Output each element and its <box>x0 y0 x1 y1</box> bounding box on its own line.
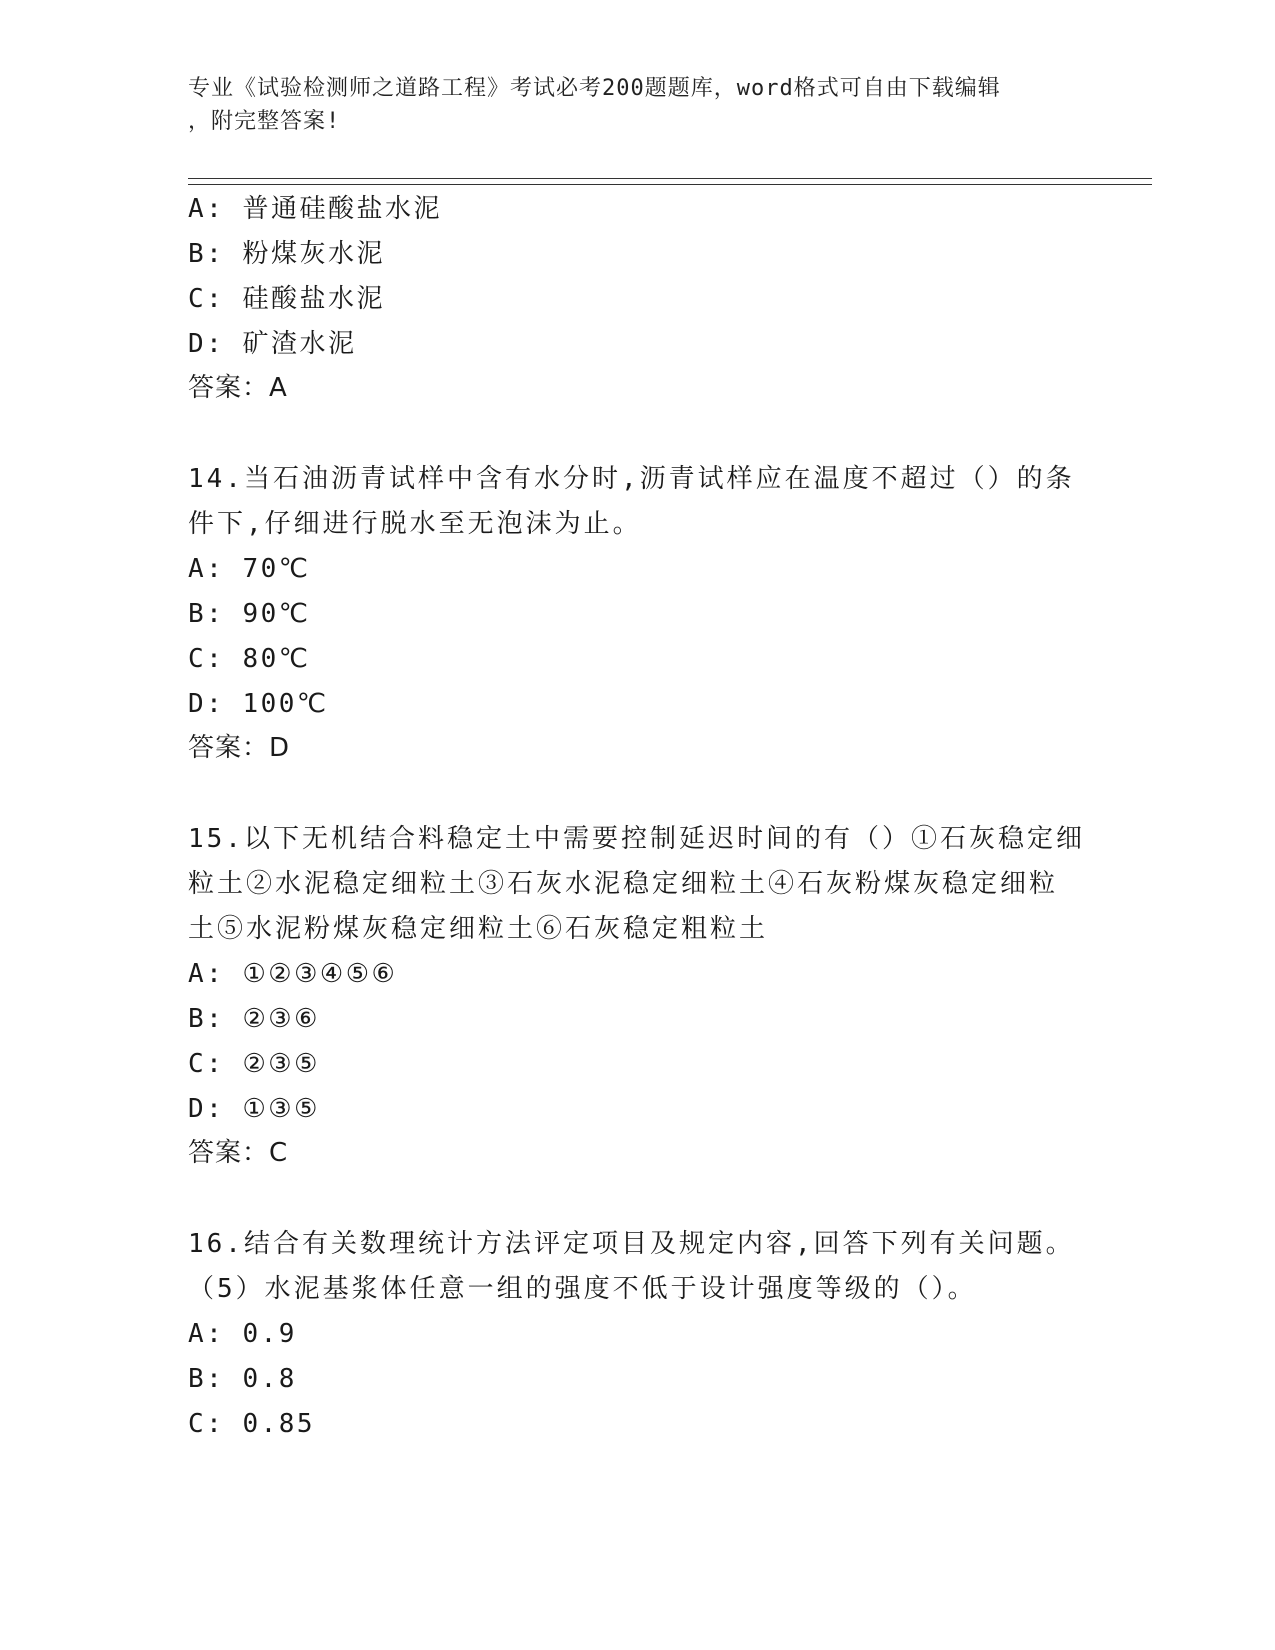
q15-question-line-3: 土⑤水泥粉煤灰稳定细粒土⑥石灰稳定粗粒土 <box>188 914 769 944</box>
q16-option-c: C: 0.85 <box>188 1409 316 1439</box>
q15-question-line-1: 15.以下无机结合料稳定土中需要控制延迟时间的有（）①石灰稳定细 <box>188 824 1085 854</box>
q13-option-d: D: 矿渣水泥 <box>188 329 357 359</box>
q14-option-c: C: 80℃ <box>188 644 311 674</box>
q14-option-d: D: 100℃ <box>188 689 329 719</box>
q14-option-b: B: 90℃ <box>188 599 311 629</box>
header-title-line-1: 专业《试验检测师之道路工程》考试必考200题题库，word格式可自由下载编辑 <box>188 76 1001 101</box>
header-divider-bottom <box>188 184 1152 185</box>
header-title-line-2: ，附完整答案! <box>188 109 341 134</box>
q15-answer: 答案：C <box>188 1138 289 1168</box>
q13-option-c: C: 硅酸盐水泥 <box>188 284 385 314</box>
q15-option-a: A: ①②③④⑤⑥ <box>188 959 398 989</box>
q16-question-line-1: 16.结合有关数理统计方法评定项目及规定内容,回答下列有关问题。 <box>188 1229 1075 1259</box>
q15-option-c: C: ②③⑤ <box>188 1049 320 1079</box>
q14-question-line-1: 14.当石油沥青试样中含有水分时,沥青试样应在温度不超过（）的条 <box>188 464 1075 494</box>
q15-question-line-2: 粒土②水泥稳定细粒土③石灰水泥稳定细粒土④石灰粉煤灰稳定细粒 <box>188 869 1059 899</box>
q13-answer: 答案：A <box>188 373 288 403</box>
q13-option-a: A: 普通硅酸盐水泥 <box>188 194 442 224</box>
q14-option-a: A: 70℃ <box>188 554 311 584</box>
q14-question-line-2: 件下,仔细进行脱水至无泡沫为止。 <box>188 509 642 539</box>
q15-option-b: B: ②③⑥ <box>188 1004 320 1034</box>
q15-option-d: D: ①③⑤ <box>188 1094 320 1124</box>
q16-option-a: A: 0.9 <box>188 1319 297 1349</box>
q16-question-line-2: （5）水泥基浆体任意一组的强度不低于设计强度等级的（）。 <box>188 1274 977 1304</box>
document-header <box>188 72 1068 138</box>
q16-option-b: B: 0.8 <box>188 1364 297 1394</box>
q14-answer: 答案：D <box>188 733 291 763</box>
q13-option-b: B: 粉煤灰水泥 <box>188 239 385 269</box>
header-divider-top <box>188 178 1152 179</box>
